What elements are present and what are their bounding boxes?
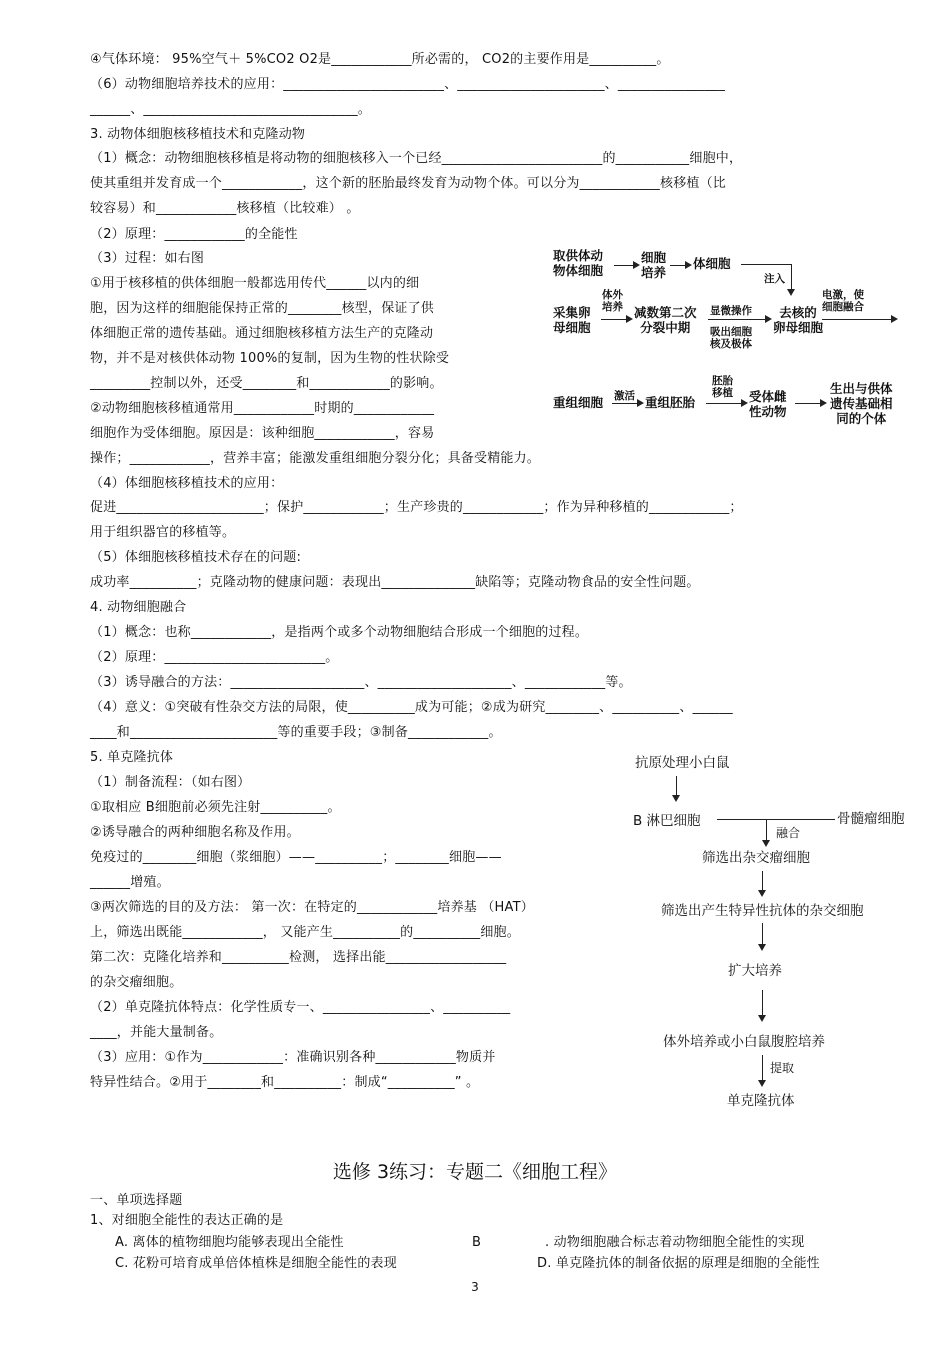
section-heading: 4. 动物细胞融合 bbox=[90, 600, 187, 615]
section-heading: 3. 动物体细胞核移植技术和克隆动物 bbox=[90, 127, 306, 142]
donor-cell-node: 取供体动 物体细胞 bbox=[553, 248, 604, 278]
exercise-title: 选修 3练习：专题二《细胞工程》 bbox=[332, 1161, 618, 1183]
option-d: D. 单克隆抗体的制备依据的原理是细胞的全能性 bbox=[537, 1256, 820, 1271]
somatic-cell-node: 体细胞 bbox=[693, 256, 731, 271]
text-line: （2）原理：________________________。 bbox=[90, 650, 339, 665]
text-line: ②动物细胞核移植通常用____________时期的____________ bbox=[90, 401, 435, 416]
text-line: （6）动物细胞培养技术的应用：________________________、______________________、________________ bbox=[90, 77, 726, 92]
arrow bbox=[614, 265, 638, 266]
section-heading: 一、单项选择题 bbox=[90, 1193, 183, 1208]
arrow bbox=[822, 319, 896, 320]
arrow bbox=[612, 403, 642, 404]
text-line: 上，筛选出既能____________， 又能产生__________的__________细胞。 bbox=[90, 925, 520, 940]
micro-op-label: 显微操作 bbox=[710, 305, 752, 317]
screen-hybridoma-step: 筛选出杂交瘤细胞 bbox=[702, 850, 810, 866]
enucleated-egg-node: 去核的 卵母细胞 bbox=[773, 305, 824, 335]
arrow bbox=[791, 264, 792, 294]
extract-label: 提取 bbox=[770, 1061, 795, 1075]
cell-culture-node: 细胞 培养 bbox=[641, 250, 667, 280]
arrow bbox=[762, 871, 763, 895]
option-b-letter: B bbox=[472, 1235, 482, 1250]
myeloma-cell-step: 骨髓瘤细胞 bbox=[837, 811, 905, 827]
fusion-label: 融合 bbox=[776, 826, 801, 840]
in-vitro-label: 体外 培养 bbox=[602, 289, 623, 313]
antigen-mouse-step: 抗原处理小白鼠 bbox=[635, 755, 730, 771]
recombined-cell-node: 重组细胞 bbox=[553, 395, 604, 410]
arrow bbox=[795, 403, 825, 404]
text-line: 较容易）和____________核移植（比较难） 。 bbox=[90, 201, 360, 216]
electro-fusion-label: 电激，使 细胞融合 bbox=[822, 289, 864, 313]
text-line: 胞，因为这样的细胞能保持正常的________核型，保证了供 bbox=[90, 301, 435, 316]
connector-line bbox=[741, 264, 791, 265]
text-line: 第二次：克隆化培养和__________检测， 选择出能__________________ bbox=[90, 950, 507, 965]
text-line: ①取相应 B细胞前必须先注射__________。 bbox=[90, 800, 341, 815]
arrow bbox=[601, 319, 631, 320]
activate-label: 激活 bbox=[614, 390, 635, 402]
text-line: 体细胞正常的遗传基础。通过细胞核移植方法生产的克隆动 bbox=[90, 326, 434, 341]
text-line: ____，并能大量制备。 bbox=[90, 1025, 223, 1040]
option-a: A. 离体的植物细胞均能够表现出全能性 bbox=[115, 1235, 344, 1250]
text-line: 免疫过的________细胞（浆细胞）——__________；________细胞—— bbox=[90, 850, 502, 865]
text-line: （2）单克隆抗体特点：化学性质专一、________________、__________ bbox=[90, 1000, 511, 1015]
text-line: （1）概念：动物细胞核移植是将动物的细胞核移入一个已经________________________的___________细胞中， bbox=[90, 151, 743, 166]
arrow bbox=[706, 403, 746, 404]
option-c: C. 花粉可培育成单倍体植株是细胞全能性的表现 bbox=[115, 1256, 397, 1271]
page-number: 3 bbox=[471, 1280, 479, 1294]
arrow bbox=[708, 319, 770, 320]
text-line: ①用于核移植的供体细胞一般都选用传代______以内的细 bbox=[90, 276, 420, 291]
monoclonal-antibody-step: 单克隆抗体 bbox=[727, 1093, 795, 1109]
text-line: ②诱导融合的两种细胞名称及作用。 bbox=[90, 825, 300, 840]
text-line: 物，并不是对核供体动物 100%的复制，因为生物的性状除受 bbox=[90, 351, 450, 366]
meiosis-node: 减数第二次 分裂中期 bbox=[634, 305, 697, 335]
embryo-transfer-label: 胚胎 移植 bbox=[712, 375, 733, 399]
question-text: 1、对细胞全能性的表达正确的是 bbox=[90, 1213, 284, 1228]
text-line: （1）制备流程：（如右图） bbox=[90, 775, 251, 790]
text-line: 促进______________________；保护____________；生产珍贵的____________；作为异种移植的____________； bbox=[90, 500, 743, 515]
expand-culture-step: 扩大培养 bbox=[728, 963, 782, 979]
arrow bbox=[762, 923, 763, 949]
text-line: （3）诱导融合的方法：____________________、____________________、____________等。 bbox=[90, 675, 632, 690]
text-line: ④气体环境： 95%空气＋ 5%CO2 O2是____________所必需的， CO2的主要作用是__________。 bbox=[90, 52, 670, 67]
offspring-node: 生出与供体 遗传基础相 同的个体 bbox=[830, 381, 893, 426]
in-vitro-or-abdominal-step: 体外培养或小白鼠腹腔培养 bbox=[663, 1034, 825, 1050]
arrow bbox=[676, 776, 677, 800]
egg-collection-node: 采集卵 母细胞 bbox=[553, 305, 591, 335]
text-line: （2）原理：____________的全能性 bbox=[90, 227, 298, 242]
section-heading: 5. 单克隆抗体 bbox=[90, 750, 174, 765]
remove-nucleus-label: 吸出细胞 核及极体 bbox=[710, 326, 752, 350]
arrow bbox=[762, 1055, 763, 1085]
text-line: 特异性结合。②用于________和__________：制成“__________” 。 bbox=[90, 1075, 480, 1090]
text-line: 成功率__________；克隆动物的健康问题：表现出______________缺陷等；克隆动物食品的安全性问题。 bbox=[90, 575, 700, 590]
text-line: 的杂交瘤细胞。 bbox=[90, 975, 183, 990]
option-b: . 动物细胞融合标志着动物细胞全能性的实现 bbox=[545, 1235, 805, 1250]
text-line: （3）应用：①作为____________：准确识别各种____________物质并 bbox=[90, 1050, 496, 1065]
text-line: （1）概念：也称____________，是指两个或多个动物细胞结合形成一个细胞的过程。 bbox=[90, 625, 589, 640]
screen-specific-step: 筛选出产生特异性抗体的杂交细胞 bbox=[661, 903, 864, 919]
text-line: ③两次筛选的目的及方法： 第一次：在特定的____________培养基 （HAT） bbox=[90, 900, 534, 915]
arrow bbox=[762, 990, 763, 1020]
text-line: （5）体细胞核移植技术存在的问题: bbox=[90, 550, 302, 565]
text-line: （4）意义：①突破有性杂交方法的局限，使__________成为可能；②成为研究________、__________、______ bbox=[90, 700, 733, 715]
recipient-node: 受体雌 性动物 bbox=[749, 389, 787, 419]
recombined-embryo-node: 重组胚胎 bbox=[645, 395, 696, 410]
text-line: （3）过程：如右图 bbox=[90, 251, 205, 266]
b-cell-step: B 淋巴细胞 bbox=[633, 813, 701, 829]
connector-line bbox=[717, 819, 835, 820]
text-line: ____和______________________等的重要手段；③制备____________。 bbox=[90, 725, 502, 740]
inject-label: 注入 bbox=[764, 273, 785, 285]
text-line: 使其重组并发育成一个____________，这个新的胚胎最终发育为动物个体。可以分为____________核移植（比 bbox=[90, 176, 727, 191]
arrow bbox=[670, 265, 690, 266]
text-line: ______、________________________________。 bbox=[90, 102, 371, 117]
text-line: （4）体细胞核移植技术的应用： bbox=[90, 476, 284, 491]
text-line: 细胞作为受体细胞。原因是：该种细胞____________，容易 bbox=[90, 426, 435, 441]
text-line: 用于组织器官的移植等。 bbox=[90, 525, 236, 540]
text-line: _________控制以外，还受________和____________的影响。 bbox=[90, 376, 443, 391]
text-line: ______增殖。 bbox=[90, 875, 170, 890]
arrow bbox=[766, 819, 767, 845]
text-line: 操作；____________，营养丰富；能激发重组细胞分裂分化；具备受精能力。 bbox=[90, 451, 541, 466]
